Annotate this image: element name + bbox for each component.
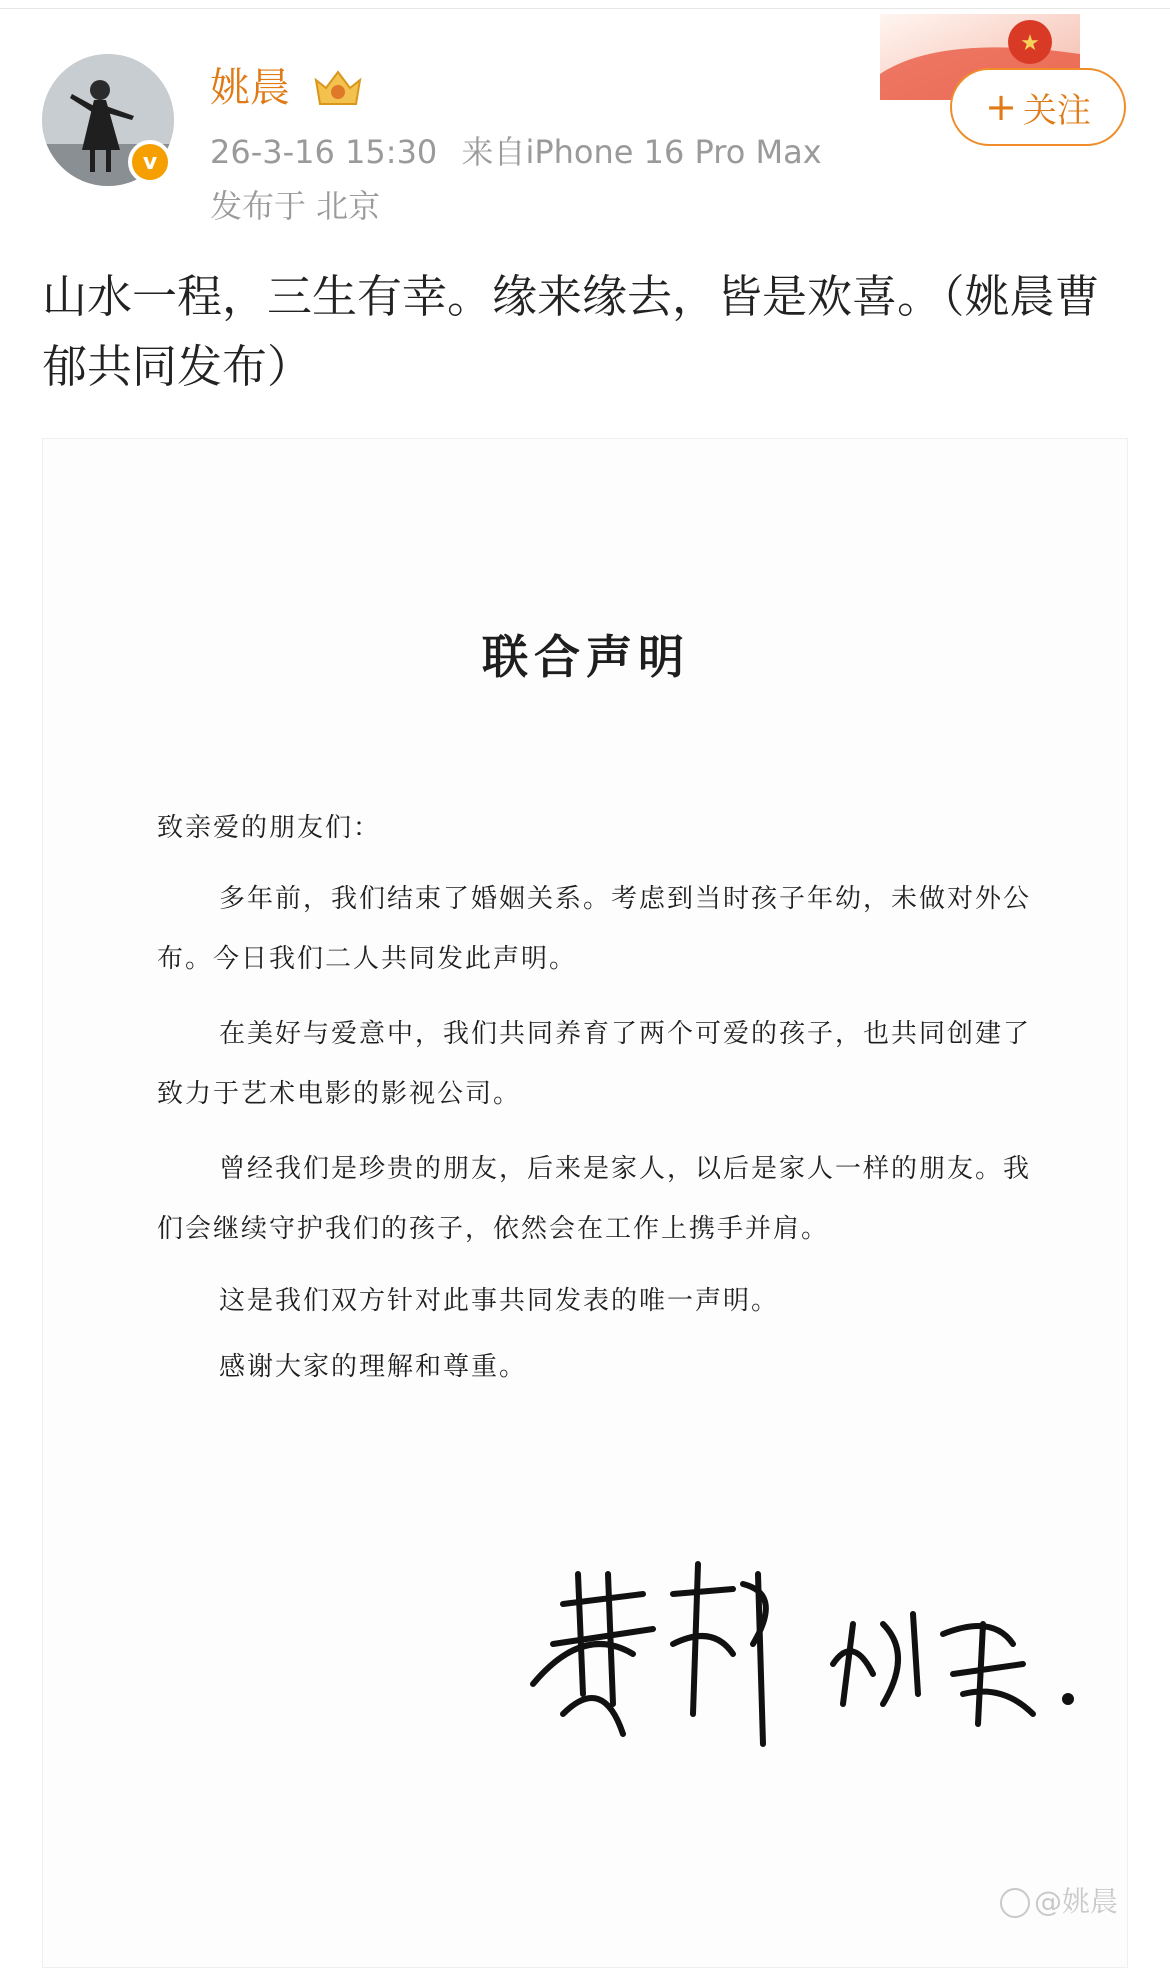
follow-button[interactable] (950, 68, 1126, 146)
post-source: 来自iPhone 16 Pro Max (461, 133, 822, 171)
username[interactable]: 姚晨 (210, 65, 290, 111)
svg-text:★: ★ (1020, 31, 1040, 56)
verified-badge-icon: v (128, 140, 172, 184)
post-time: 26-3-16 15:30 (210, 133, 438, 171)
signature-image (523, 1534, 1103, 1754)
plus-icon: + (985, 85, 1017, 129)
post-location: 发布于 北京 (210, 187, 381, 225)
statement-paragraph: 多年前，我们结束了婚姻关系。考虑到当时孩子年幼，未做对外公布。今日我们二人共同发此声明。 (157, 884, 1032, 974)
statement-image[interactable] (42, 438, 1128, 1968)
statement-title: 联合声明 (482, 630, 690, 684)
post-meta (210, 130, 822, 174)
statement-paragraph: 曾经我们是珍贵的朋友，后来是家人，以后是家人一样的朋友。我们会继续守护我们的孩子，依然会在工作上携手并肩。 (157, 1154, 1032, 1244)
weibo-watermark-icon (1000, 1888, 1030, 1918)
follow-label: 关注 (1022, 90, 1091, 131)
top-divider (0, 8, 1170, 9)
statement-paragraph: 在美好与爱意中，我们共同养育了两个可爱的孩子，也共同创建了致力于艺术电影的影视公司。 (157, 1019, 1032, 1109)
post-text: 山水一程，三生有幸。缘来缘去，皆是欢喜。（姚晨曹郁共同发布） (42, 270, 1100, 393)
statement-salutation: 致亲爱的朋友们： (157, 813, 382, 843)
crown-badge-icon (312, 66, 364, 110)
weibo-watermark (1000, 1880, 1118, 1920)
statement-paragraph: 感谢大家的理解和尊重。 (219, 1352, 528, 1382)
statement-paragraph: 这是我们双方针对此事共同发表的唯一声明。 (219, 1286, 780, 1316)
watermark-text: @姚晨 (1034, 1885, 1119, 1918)
